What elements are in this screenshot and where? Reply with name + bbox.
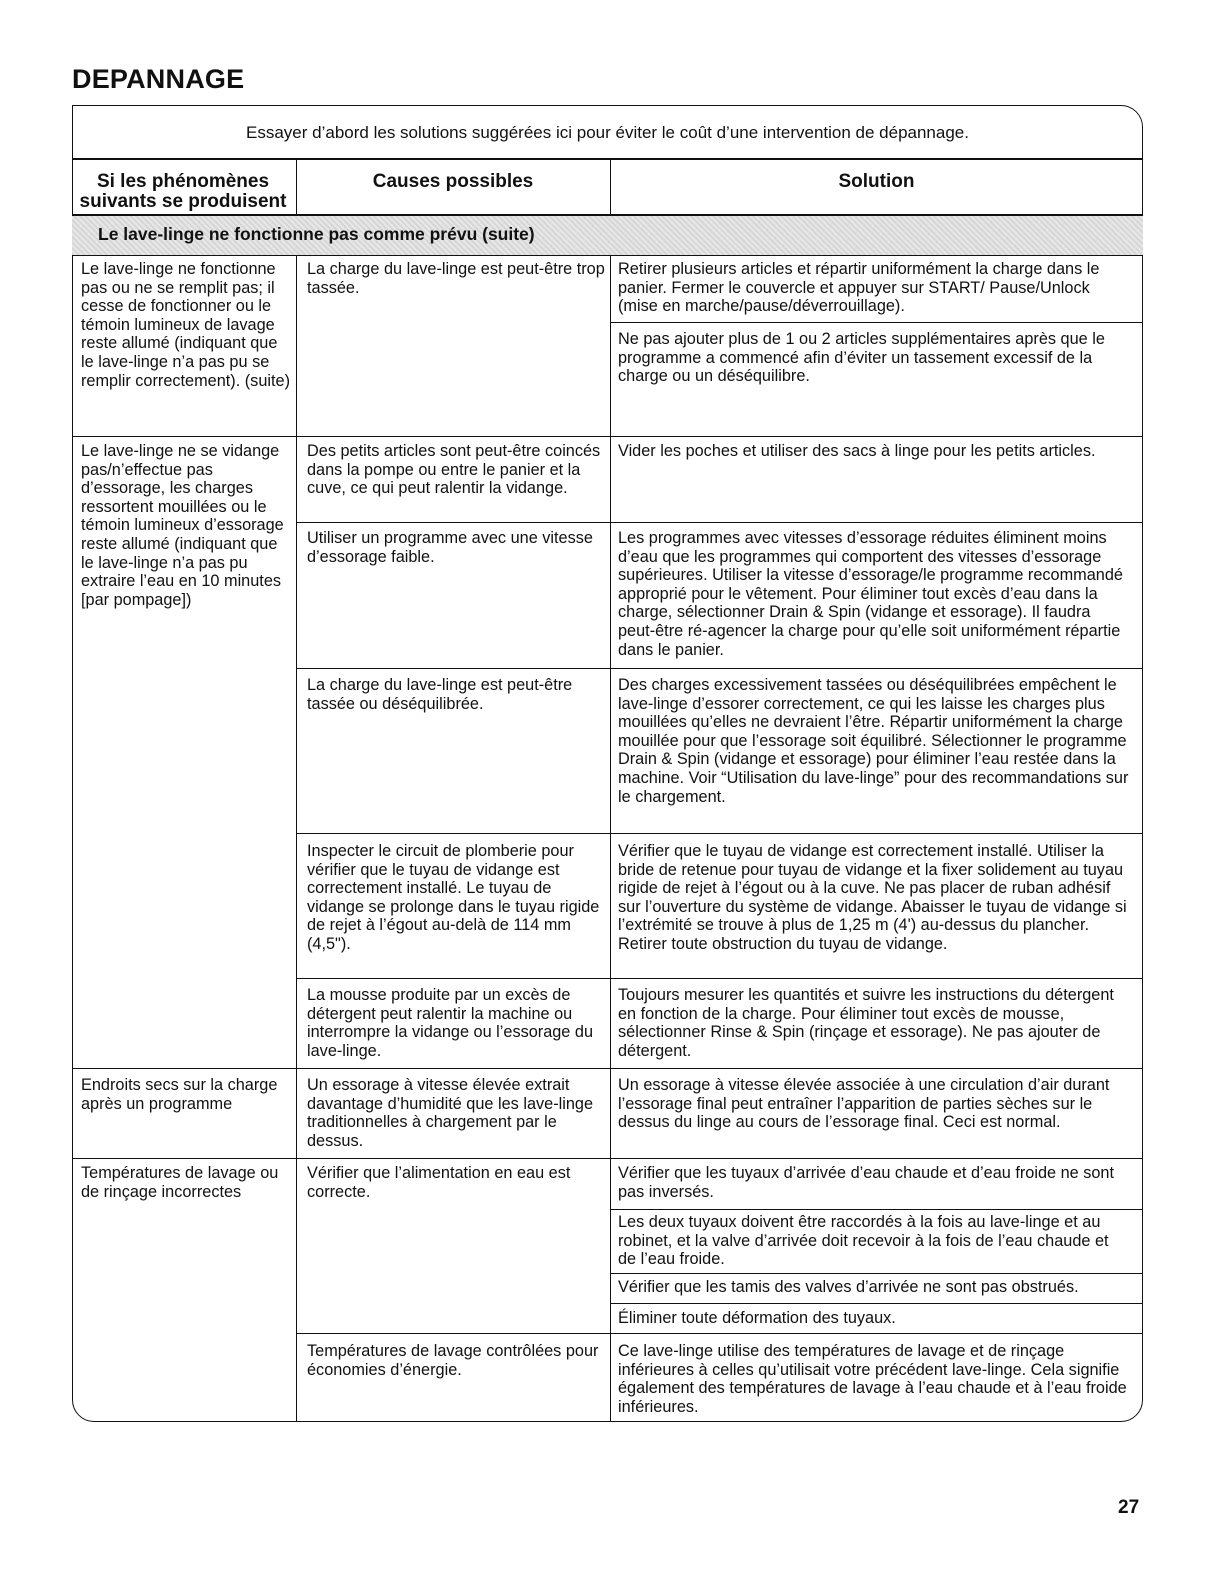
- solution-cell: Des charges excessivement tassées ou déséquilibrées empêchent le lave-linge d’essorer correctement, ce qui les laisse les charges plus mouillées qu’elles ne devraient l’être. Répartir uniformément la charge mouillée pour que l’essorage soit équilibré. Sélectionner le programme Drain & Spin (vidange et essorage) pour éliminer l’eau restée dans la machine. Voir “Utilisation du lave-linge” pour des recommandations sur le chargement.: [618, 676, 1129, 806]
- header-solution: Solution: [838, 171, 915, 192]
- solution-cell: Les deux tuyaux doivent être raccordés à la fois au lave-linge et au robinet, et la valve d’arrivée doit recevoir à la fois de l’eau chaude et de l’eau froide.: [618, 1213, 1109, 1269]
- problem-cell: Températures de lavage ou de rinçage incorrectes: [81, 1164, 279, 1201]
- solution-separator: [610, 1273, 1143, 1274]
- cause-separator: [296, 522, 1143, 523]
- cause-cell: La charge du lave-linge est peut-être trop tassée.: [307, 260, 605, 297]
- solution-cell: Vider les poches et utiliser des sacs à linge pour les petits articles.: [618, 442, 1096, 460]
- cause-separator: [296, 1333, 1143, 1334]
- solution-cell: Vérifier que les tuyaux d’arrivée d’eau chaude et d’eau froide ne sont pas inversés.: [618, 1164, 1114, 1201]
- solution-separator: [610, 1303, 1143, 1304]
- solution-cell: Vérifier que les tamis des valves d’arrivée ne sont pas obstrués.: [618, 1278, 1079, 1296]
- cause-separator: [296, 668, 1143, 669]
- problem-cell: Le lave-linge ne fonctionne pas ou ne se remplit pas; il cesse de fonctionner ou le témoin lumineux de lavage reste allumé (indiquant que le lave-linge n’a pas pu se remplir correctement). (suite): [81, 260, 290, 390]
- solution-cell: Ce lave-linge utilise des températures de lavage et de rinçage inférieures à celles qu’utilisait votre précédent lave-linge. Cela signifie également des températures de lavage à l’eau chaude et à l’eau froide inférieures.: [618, 1342, 1127, 1416]
- column-divider-2: [610, 256, 611, 1422]
- cause-cell: Températures de lavage contrôlées pour économies d’énergie.: [307, 1342, 599, 1379]
- problem-cell: Endroits secs sur la charge après un programme: [81, 1076, 278, 1113]
- row-separator: [72, 1158, 1143, 1159]
- section-title: Le lave-linge ne fonctionne pas comme prévu (suite): [98, 224, 535, 244]
- solution-cell: Vérifier que le tuyau de vidange est correctement installé. Utiliser la bride de retenue pour tuyau de vidange et la fixer solidement au tuyau rigide de rejet à l’égout ou à la cuve. Ne pas placer de ruban adhésif sur l’ouverture du système de vidange. Abaisser le tuyau de vidange si l’extrémité se trouve à plus de 1,25 m (4') au-dessus du plancher. Retirer toute obstruction du tuyau de vidange.: [618, 842, 1127, 953]
- header-cell-solution: [610, 158, 1143, 216]
- cause-separator: [296, 833, 1143, 834]
- cause-cell: Un essorage à vitesse élevée extrait davantage d’humidité que les lave-linge traditionnelles à chargement par le dessus.: [307, 1076, 594, 1150]
- cause-cell: Inspecter le circuit de plomberie pour vérifier que le tuyau de vidange est correctement installé. Le tuyau de vidange se prolonge dans le tuyau rigide de rejet à l’égout au-delà de 114 mm (4,5").: [307, 842, 600, 953]
- cause-cell: Vérifier que l’alimentation en eau est correcte.: [307, 1164, 571, 1201]
- column-divider-1: [296, 256, 297, 1422]
- header-causes: Causes possibles: [372, 171, 534, 192]
- row-separator: [72, 436, 1143, 437]
- solution-cell: Retirer plusieurs articles et répartir uniformément la charge dans le panier. Fermer le couvercle et appuyer sur START/ Pause/Unlock (mise en marche/pause/déverrouillage).: [618, 260, 1100, 316]
- row-separator: [72, 1068, 1143, 1069]
- page-number: 27: [1118, 1497, 1140, 1518]
- solution-separator: [610, 322, 1143, 323]
- solution-cell: Toujours mesurer les quantités et suivre les instructions du détergent en fonction de la charge. Pour éliminer tout excès de mousse, sélectionner Rinse & Spin (rinçage et essorage). Ne pas ajouter de détergent.: [618, 986, 1114, 1060]
- solution-cell: Éliminer toute déformation des tuyaux.: [618, 1309, 896, 1327]
- cause-cell: Utiliser un programme avec une vitesse d’essorage faible.: [307, 529, 593, 566]
- intro-text: Essayer d’abord les solutions suggérées ici pour éviter le coût d’une intervention de dépannage.: [246, 123, 969, 142]
- cause-cell: Des petits articles sont peut-être coincés dans la pompe ou entre le panier et la cuve, ce qui peut ralentir la vidange.: [307, 442, 601, 498]
- header-cell-causes: [296, 158, 610, 216]
- solution-separator: [610, 1209, 1143, 1210]
- cause-separator: [296, 978, 1143, 979]
- problem-cell: Le lave-linge ne se vidange pas/n’effectue pas d’essorage, les charges ressortent mouillées ou le témoin lumineux d’essorage reste allumé (indiquant que le lave-linge n’a pas pu extraire l’eau en 10 minutes [par pompage]): [81, 442, 284, 609]
- solution-cell: Ne pas ajouter plus de 1 ou 2 articles supplémentaires après que le programme a commencé afin d’éviter un tassement excessif de la charge ou un déséquilibre.: [618, 330, 1105, 386]
- solution-cell: Les programmes avec vitesses d’essorage réduites éliminent moins d’eau que les programmes qui comportent des vitesses d’essorage supérieures. Utiliser la vitesse d’essorage/le programme recommandé approprié pour le vêtement. Pour éliminer tout excès d’eau dans la charge, sélectionner Drain & Spin (vidange et essorage). Il faudra peut-être ré-agencer la charge pour qu’elle soit uniformément répartie dans le panier.: [618, 529, 1123, 659]
- page-title: DEPANNAGE: [72, 64, 245, 94]
- cause-cell: La mousse produite par un excès de détergent peut ralentir la machine ou interrompre la vidange ou l’essorage du lave-linge.: [307, 986, 593, 1060]
- section-banner: [72, 216, 1143, 256]
- header-cell-problems: [72, 158, 296, 216]
- solution-cell: Un essorage à vitesse élevée associée à une circulation d’air durant l’essorage final peut entraîner l’apparition de parties sèches sur le dessus du linge au cours de l’essorage final. Ceci est normal.: [618, 1076, 1110, 1132]
- header-problems: Si les phénomènes suivants se produisent: [79, 171, 287, 212]
- cause-cell: La charge du lave-linge est peut-être tassée ou déséquilibrée.: [307, 676, 573, 713]
